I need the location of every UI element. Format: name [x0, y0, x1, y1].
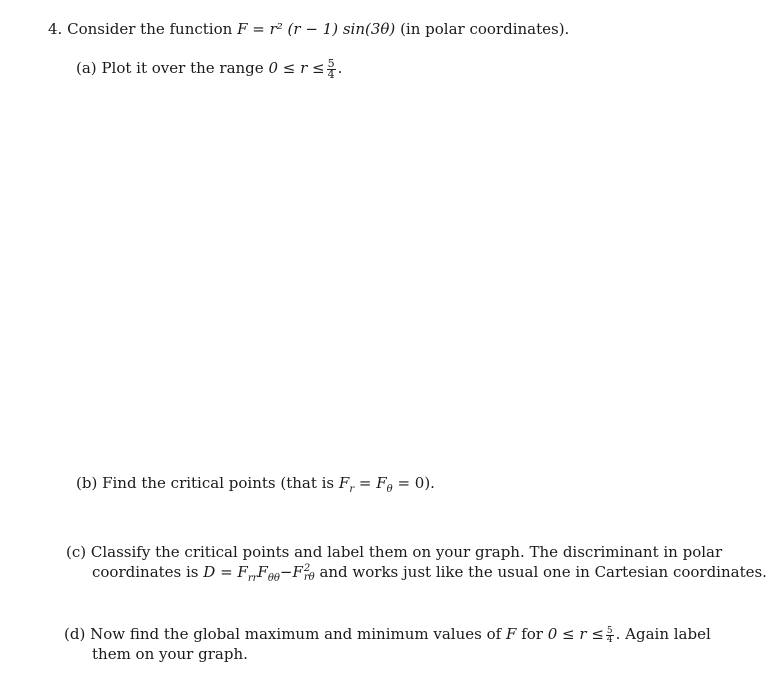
part-c-text-1: Classify the critical points and label them on your graph. The discriminant in polar [90, 543, 723, 561]
problem-number: 4. [48, 20, 63, 38]
part-c-text-2-end: and works just like the usual one in Cartesian coordinates. [319, 563, 767, 581]
part-b-text: Find the critical points (that is [102, 474, 335, 492]
part-c-text-2-start: coordinates is [92, 563, 199, 581]
part-a-text: Plot it over the range [101, 59, 264, 77]
part-a-end: . [337, 59, 343, 77]
part-a-label: (a) [76, 59, 97, 77]
part-a-frac-den: 4 [327, 67, 335, 81]
part-c-line2 [92, 562, 767, 582]
part-b-end: = 0). [397, 474, 435, 492]
part-d-fraction [606, 627, 614, 644]
problem-statement [48, 19, 569, 39]
part-b: (b) Find the critical points (that is $F_r = F_\theta = 0$). [76, 474, 435, 495]
part-d-mid: for [521, 625, 543, 643]
graph-space [75, 100, 695, 460]
part-d-line2 [92, 644, 248, 664]
part-a-fraction [327, 56, 336, 81]
part-d-label: (d) [64, 625, 86, 643]
part-a-frac-num: 5 [327, 56, 335, 70]
part-a [76, 58, 342, 80]
part-d-var: F [505, 625, 517, 643]
part-a-range: 0 ≤ r ≤ [268, 59, 325, 77]
part-d-line1 [64, 624, 711, 644]
part-b-label: (b) [76, 474, 98, 492]
problem-intro-note: (in polar coordinates). [400, 20, 570, 38]
discriminant-formula: $D = F_{rr}F_{\theta\theta}-F$ 2 rθ [203, 563, 315, 584]
part-d-end: . Again label [615, 625, 711, 643]
part-d-range: 0 ≤ r ≤ [547, 625, 604, 643]
part-d-text-2: them on your graph. [92, 645, 248, 663]
part-d-frac-den: 4 [606, 634, 613, 645]
part-d-frac-num: 5 [606, 625, 613, 636]
part-d-text-1: Now find the global maximum and minimum values of [90, 625, 502, 643]
function-definition: F = r² (r − 1) sin(3θ) [237, 20, 396, 38]
part-c-label: (c) [66, 543, 87, 561]
part-b-condition: = F [358, 474, 387, 492]
part-c-line1 [66, 542, 723, 562]
problem-intro: Consider the function [67, 20, 233, 38]
